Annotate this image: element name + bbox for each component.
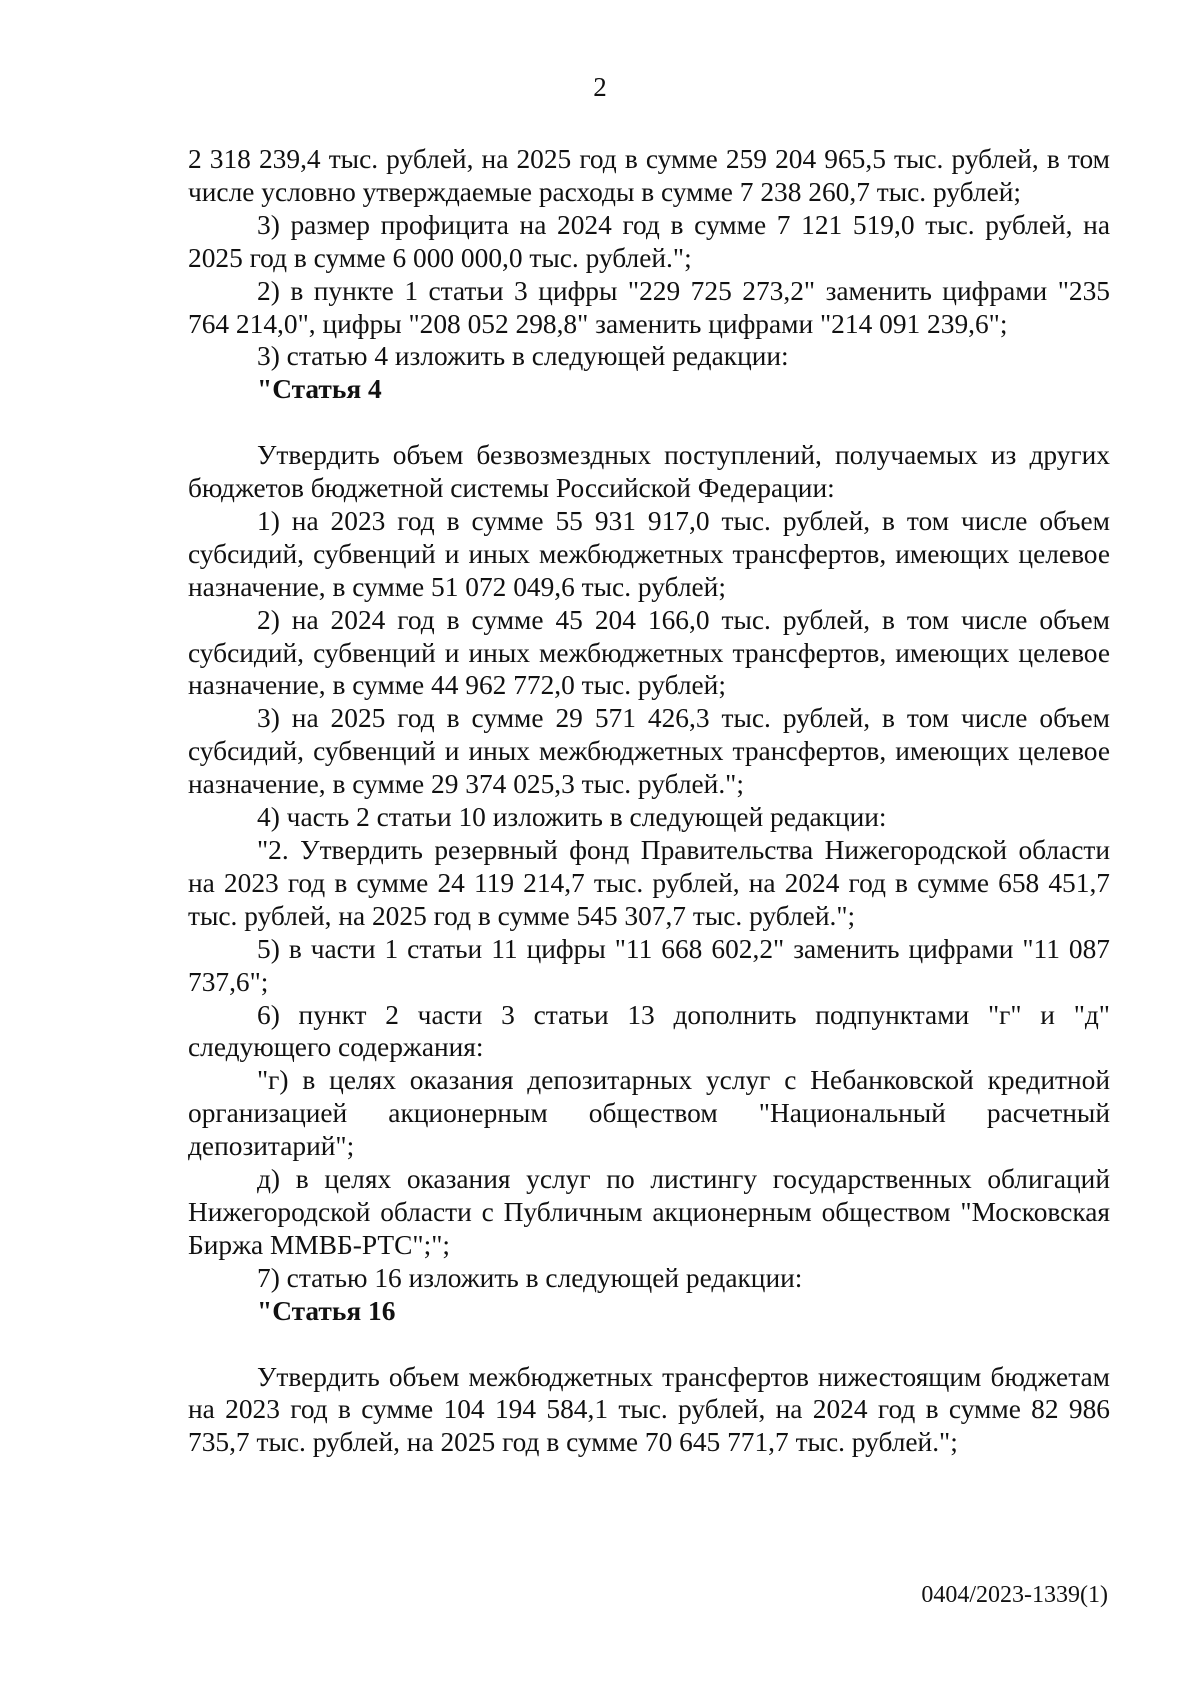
paragraph: 3) размер профицита на 2024 год в сумме 7 121 519,0 тыс. рублей, на 2025 год в сумме 6 000 000,0 тыс. рублей.";	[188, 209, 1110, 273]
blank-line	[188, 406, 1110, 439]
paragraph: "г) в целях оказания депозитарных услуг с Небанковской кредитной организацией акционерным обществом "Национальный расчетный депозитарий";	[188, 1065, 1110, 1162]
page-number: 2	[593, 72, 607, 102]
article-heading: "Статья 4	[257, 374, 382, 405]
paragraph: 2) на 2024 год в сумме 45 204 166,0 тыс. рублей, в том числе объем субсидий, субвенций и иных межбюджетных трансфертов, имеющих целевое назначение, в сумме 44 962 772,0 тыс. рублей;	[188, 604, 1110, 701]
paragraph: 7) статью 16 изложить в следующей редакции:	[257, 1262, 803, 1293]
paragraph: 1) на 2023 год в сумме 55 931 917,0 тыс. рублей, в том числе объем субсидий, субвенций и иных межбюджетных трансфертов, имеющих целевое назначение, в сумме 51 072 049,6 тыс. рублей;	[188, 505, 1110, 602]
paragraph: 3) статью 4 изложить в следующей редакции:	[257, 341, 789, 372]
paragraph: 2 318 239,4 тыс. рублей, на 2025 год в сумме 259 204 965,5 тыс. рублей, в том числе условно утверждаемые расходы в сумме 7 238 260,7 тыс. рублей;	[188, 144, 1110, 207]
paragraph: 6) пункт 2 части 3 статьи 13 дополнить подпунктами "г" и "д" следующего содержания:	[188, 999, 1110, 1063]
paragraph: д) в целях оказания услуг по листингу государственных облигаций Нижегородской области с Публичным акционерным обществом "Московская Биржа ММВБ-РТС";";	[188, 1164, 1110, 1260]
paragraph: 5) в части 1 статьи 11 цифры "11 668 602,2" заменить цифрами "11 087 737,6";	[188, 933, 1110, 997]
blank-line	[188, 1328, 1110, 1361]
paragraph: Утвердить объем безвозмездных поступлений, получаемых из других бюджетов бюджетной системы Российской Федерации:	[188, 440, 1110, 504]
paragraph: Утвердить объем межбюджетных трансфертов нижестоящим бюджетам на 2023 год в сумме 104 194 584,1 тыс. рублей, на 2024 год в сумме 82 986 735,7 тыс. рублей, на 2025 год в сумме 70 645 771,7 тыс. рублей.";	[188, 1361, 1110, 1458]
paragraph: 2) в пункте 1 статьи 3 цифры "229 725 273,2" заменить цифрами "235 764 214,0", цифры "208 052 298,8" заменить цифрами "214 091 239,6";	[188, 275, 1110, 339]
paragraph: 4) часть 2 статьи 10 изложить в следующей редакции:	[257, 802, 887, 833]
document-code: 0404/2023-1339(1)	[921, 1582, 1108, 1608]
document-body	[188, 143, 1110, 1459]
paragraph: "2. Утвердить резервный фонд Правительства Нижегородской области на 2023 год в сумме 24 119 214,7 тыс. рублей, на 2024 год в сумме 658 451,7 тыс. рублей, на 2025 год в сумме 545 307,7 тыс. рублей.";	[188, 835, 1110, 931]
paragraph: 3) на 2025 год в сумме 29 571 426,3 тыс. рублей, в том числе объем субсидий, субвенций и иных межбюджетных трансфертов, имеющих целевое назначение, в сумме 29 374 025,3 тыс. рублей.";	[188, 703, 1110, 800]
article-heading: "Статья 16	[257, 1295, 396, 1326]
